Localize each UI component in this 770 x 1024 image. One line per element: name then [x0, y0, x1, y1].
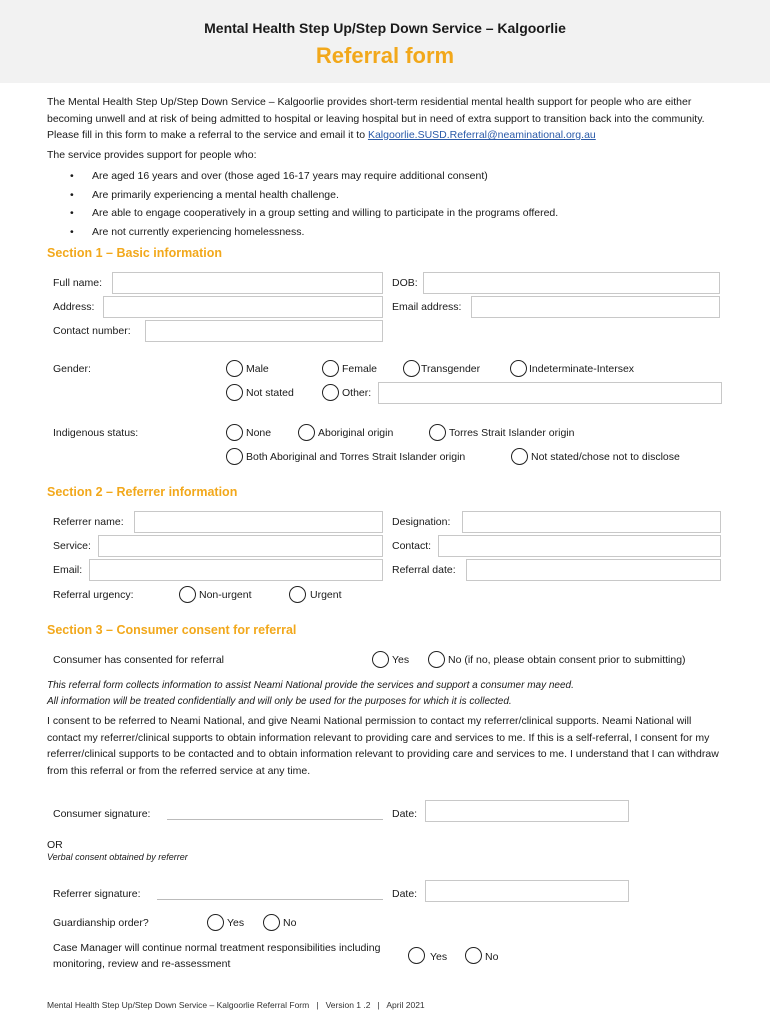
designation-label: Designation: — [392, 516, 451, 528]
gender-male-label: Male — [246, 363, 269, 375]
section3-title: Section 3 – Consumer consent for referral — [47, 623, 297, 637]
indigenous-aboriginal-label: Aboriginal origin — [318, 427, 394, 439]
consumer-date-field[interactable] — [425, 800, 629, 822]
guardianship-no-label: No — [283, 917, 297, 929]
indigenous-torres-radio[interactable] — [429, 424, 446, 441]
guardianship-yes-label: Yes — [227, 917, 245, 929]
indigenous-none-radio[interactable] — [226, 424, 243, 441]
intro-text: The Mental Health Step Up/Step Down Service – Kalgoorlie provides short-term residential mental health support for people who are either becoming unwell and at risk of being admitted to hospital or leaving hospital but in need of extra support to transition back into the community. Please fill in this form to make a referral to the service and email it to — [47, 96, 705, 141]
indigenous-not-stated-label: Not stated/chose not to disclose — [531, 451, 680, 463]
case-manager-no-label: No — [485, 951, 499, 963]
referrer-name-label: Referrer name: — [53, 516, 124, 528]
referrer-contact-field[interactable] — [438, 535, 721, 557]
referral-urgency-label: Referral urgency: — [53, 589, 134, 601]
consented-no-radio[interactable] — [428, 651, 445, 668]
list-item: • Are able to engage cooperatively in a group setting and willing to participate in the programs offered. — [70, 204, 558, 223]
consented-no-label: No (if no, please obtain consent prior to submitting) — [448, 654, 686, 666]
gender-not-stated-radio[interactable] — [226, 384, 243, 401]
case-manager-yes-radio[interactable] — [408, 947, 425, 964]
gender-label: Gender: — [53, 363, 91, 375]
designation-field[interactable] — [462, 511, 721, 533]
section2-title: Section 2 – Referrer information — [47, 485, 238, 499]
referrer-service-label: Service: — [53, 540, 91, 552]
gender-other-field[interactable] — [378, 382, 722, 404]
referrer-name-field[interactable] — [134, 511, 383, 533]
gender-female-label: Female — [342, 363, 378, 375]
contact-number-field[interactable] — [145, 320, 383, 342]
contact-number-label: Contact number: — [53, 325, 131, 337]
section1-title: Section 1 – Basic information — [47, 246, 223, 260]
referrer-service-field[interactable] — [98, 535, 383, 557]
gender-not-stated-label: Not stated — [246, 387, 294, 399]
indigenous-both-label: Both Aboriginal and Torres Strait Islander origin — [246, 451, 466, 463]
gender-intersex-label: Indeterminate-Intersex — [529, 363, 635, 375]
indigenous-status-label: Indigenous status: — [53, 427, 139, 439]
dob-label: DOB: — [392, 277, 418, 289]
referrer-signature-line[interactable] — [157, 899, 383, 900]
referrer-signature-label: Referrer signature: — [53, 888, 141, 900]
case-manager-label: Case Manager will continue normal treatment responsibilities including monitoring, review and re-assessment — [53, 942, 381, 970]
intro-paragraph — [47, 94, 727, 144]
consented-label: Consumer has consented for referral — [53, 654, 224, 666]
privacy-note-1: This referral form collects information to assist Neami National provide the services and support a consumer may need. — [47, 680, 574, 691]
consented-yes-label: Yes — [392, 654, 410, 666]
gender-transgender-label: Transgender — [421, 363, 481, 375]
urgency-urgent-label: Urgent — [310, 589, 342, 601]
list-item: • Are aged 16 years and over (those aged 16-17 years may require additional consent) — [70, 167, 558, 186]
list-item: • Are primarily experiencing a mental health challenge. — [70, 186, 558, 205]
full-name-label: Full name: — [53, 277, 103, 289]
list-item: • Are not currently experiencing homelessness. — [70, 223, 558, 242]
consumer-date-label: Date: — [392, 808, 418, 820]
consumer-signature-label: Consumer signature: — [53, 808, 151, 820]
indigenous-torres-label: Torres Strait Islander origin — [449, 427, 575, 439]
form-title: Referral form — [315, 43, 455, 68]
indigenous-not-stated-radio[interactable] — [511, 448, 528, 465]
gender-male-radio[interactable] — [226, 360, 243, 377]
case-manager-yes-label: Yes — [430, 951, 448, 963]
guardianship-label: Guardianship order? — [53, 917, 149, 929]
address-field[interactable] — [103, 296, 383, 318]
referral-date-label: Referral date: — [392, 564, 456, 576]
urgency-non-urgent-radio[interactable] — [179, 586, 196, 603]
gender-intersex-radio[interactable] — [510, 360, 527, 377]
indigenous-aboriginal-radio[interactable] — [298, 424, 315, 441]
gender-transgender-radio[interactable] — [403, 360, 420, 377]
case-manager-no-radio[interactable] — [465, 947, 482, 964]
gender-other-radio[interactable] — [322, 384, 339, 401]
address-label: Address: — [53, 301, 95, 313]
eligibility-list — [70, 167, 558, 241]
service-title: Mental Health Step Up/Step Down Service – Kalgoorlie — [204, 20, 566, 36]
referral-email-link[interactable]: Kalgoorlie.SUSD.Referral@neaminational.org.au — [367, 129, 596, 141]
email-address-field[interactable] — [471, 296, 720, 318]
consumer-signature-line[interactable] — [167, 819, 383, 820]
guardianship-yes-radio[interactable] — [207, 914, 224, 931]
email-address-label: Email address: — [392, 301, 462, 313]
privacy-note-2: All information will be treated confidentially and will only be used for the purposes for which it is collected. — [47, 696, 512, 707]
or-label: OR — [47, 839, 63, 851]
urgency-urgent-radio[interactable] — [289, 586, 306, 603]
consented-yes-radio[interactable] — [372, 651, 389, 668]
page-footer: Mental Health Step Up/Step Down Service – Kalgoorlie Referral Form | Version 1 .2 | April 2021 — [47, 1000, 425, 1010]
urgency-non-urgent-label: Non-urgent — [199, 589, 252, 601]
referral-date-field[interactable] — [466, 559, 721, 581]
guardianship-no-radio[interactable] — [263, 914, 280, 931]
referrer-contact-label: Contact: — [392, 540, 432, 552]
referrer-email-label: Email: — [53, 564, 83, 576]
indigenous-none-label: None — [246, 427, 272, 439]
form-header — [0, 0, 770, 83]
gender-other-label: Other: — [342, 387, 372, 399]
gender-female-radio[interactable] — [322, 360, 339, 377]
referrer-email-field[interactable] — [89, 559, 383, 581]
referrer-date-label: Date: — [392, 888, 418, 900]
verbal-consent-note: Verbal consent obtained by referrer — [47, 852, 188, 862]
referrer-date-field[interactable] — [425, 880, 629, 902]
dob-field[interactable] — [423, 272, 720, 294]
full-name-field[interactable] — [112, 272, 383, 294]
indigenous-both-radio[interactable] — [226, 448, 243, 465]
eligibility-lead: The service provides support for people who: — [47, 149, 257, 161]
consent-statement: I consent to be referred to Neami National, and give Neami National permission to contact my referrer/clinical supports. Neami National will contact my referrer/clinical supports to obtain information relevant to providing care and services to me. If this is a self-referral, I consent for my referrer/clinical supports to be contacted and to obtain information relevant to providing care and services to me. I understand that I can withdraw from this referral or from the referred service at any time. — [47, 715, 719, 777]
